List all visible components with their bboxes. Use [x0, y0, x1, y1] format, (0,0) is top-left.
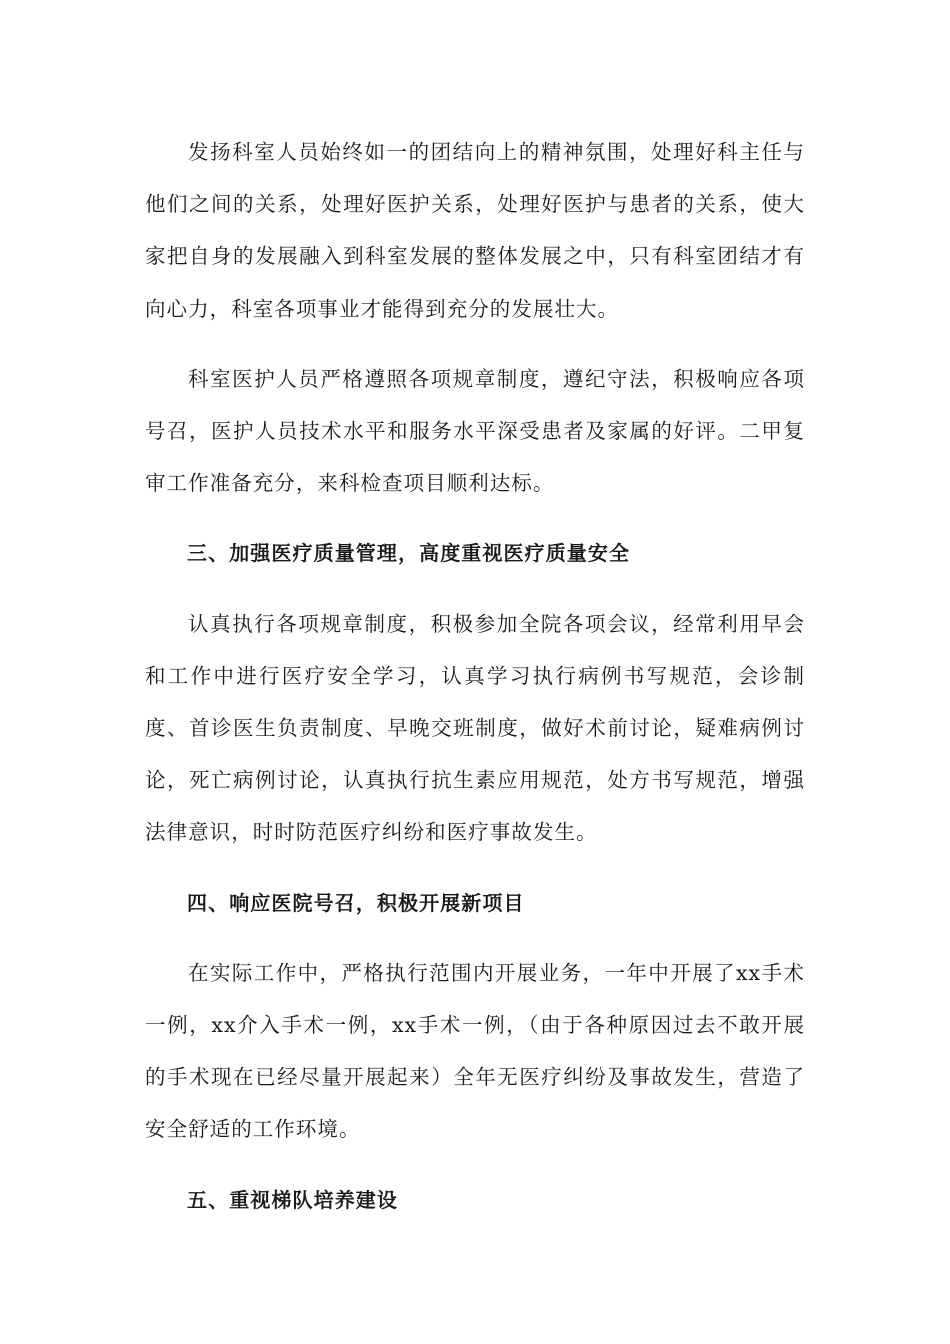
paragraph-regulations: 科室医护人员严格遵照各项规章制度，遵纪守法，积极响应各项号召，医护人员技术水平和服务水平深受患者及家属的好评。二甲复审工作准备充分，来科检查项目顺利达标。 [145, 366, 805, 496]
paragraph-medical-safety: 认真执行各项规章制度，积极参加全院各项会议，经常利用早会和工作中进行医疗安全学习，认真学习执行病例书写规范，会诊制度、首诊医生负责制度、早晚交班制度，做好术前讨论，疑难病例讨论，死亡病例讨论，认真执行抗生素应用规范，处方书写规范，增强法律意识，时时防范医疗纠纷和医疗事故发生。 [145, 611, 805, 845]
heading-new-projects: 四、响应医院号召，积极开展新项目 [187, 890, 525, 915]
paragraph-surgeries: 在实际工作中，严格执行范围内开展业务，一年中开展了xx手术一例，xx介入手术一例，xx手术一例，（由于各种原因过去不敢开展的手术现在已经尽量开展起来）全年无医疗纠纷及事故发生，营造了安全舒适的工作环境。 [145, 960, 805, 1142]
paragraph-team-spirit: 发扬科室人员始终如一的团结向上的精神氛围，处理好科主任与他们之间的关系，处理好医护关系，处理好医护与患者的关系，使大家把自身的发展融入到科室发展的整体发展之中，只有科室团结才有向心力，科室各项事业才能得到充分的发展壮大。 [145, 140, 805, 321]
document-page [145, 126, 805, 1244]
heading-quality-management: 三、加强医疗质量管理，高度重视医疗质量安全 [187, 541, 631, 566]
heading-team-building: 五、重视梯队培养建设 [187, 1187, 398, 1212]
